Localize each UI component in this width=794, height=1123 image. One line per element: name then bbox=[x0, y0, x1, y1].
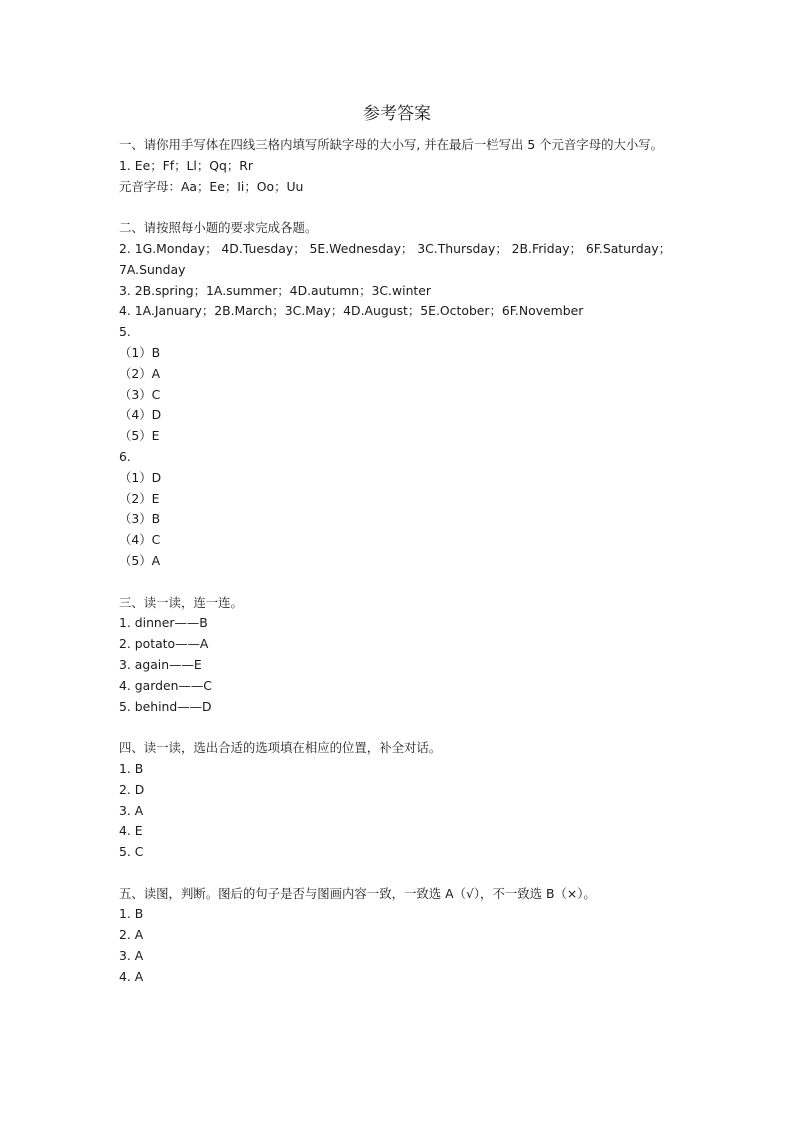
section-2-q6-item: （4）C bbox=[119, 532, 161, 548]
section-3-answer: 4. garden——C bbox=[119, 677, 212, 693]
section-5-answer: 1. B bbox=[119, 906, 144, 922]
section-2-q4: 4. 1A.January；2B.March；3C.May；4D.August；5E.October；6F.November bbox=[119, 303, 584, 319]
page-title: 参考答案 bbox=[363, 104, 431, 124]
section-4-heading: 四、读一读，选出合适的选项填在相应的位置，补全对话。 bbox=[119, 740, 442, 756]
section-2-q6-item: （3）B bbox=[119, 511, 161, 527]
section-2-q5-item: （1）B bbox=[119, 344, 161, 360]
section-3-heading: 三、读一读，连一连。 bbox=[119, 594, 243, 610]
section-2-q3: 3. 2B.spring；1A.summer；4D.autumn；3C.winter bbox=[119, 282, 431, 298]
section-2-q2-line2: 7A.Sunday bbox=[119, 261, 186, 277]
section-1-heading: 一、请你用手写体在四线三格内填写所缺字母的大小写, 并在最后一栏写出 5 个元音字母的大小写。 bbox=[119, 137, 664, 152]
section-2-q2-line1: 2. 1G.Monday； 4D.Tuesday； 5E.Wednesday； 3C.Thursday； 2B.Friday； 6F.Saturday； bbox=[119, 240, 672, 256]
section-4-answer: 4. E bbox=[119, 823, 143, 839]
section-2-q5-item: （4）D bbox=[119, 407, 162, 423]
section-5-answer: 2. A bbox=[119, 927, 144, 943]
section-2-q6-item: （5）A bbox=[119, 552, 161, 568]
section-1-answer: 元音字母：Aa；Ee；Ii；Oo；Uu bbox=[119, 178, 304, 194]
section-3-answer: 1. dinner——B bbox=[119, 615, 208, 631]
section-3-answer: 5. behind——D bbox=[119, 698, 212, 714]
section-3-answer: 3. again——E bbox=[119, 656, 202, 672]
section-4-answer: 2. D bbox=[119, 781, 145, 797]
section-5-heading: 五、读图，判断。图后的句子是否与图画内容一致，一致选 A（√），不一致选 B（×）。 bbox=[119, 885, 596, 901]
section-4-answer: 5. C bbox=[119, 844, 144, 860]
section-2-q5-label: 5. bbox=[119, 324, 131, 340]
section-5-answer: 4. A bbox=[119, 968, 144, 984]
section-4-answer: 3. A bbox=[119, 802, 144, 818]
section-1-answer: 1. Ee；Ff；Ll；Qq；Rr bbox=[119, 157, 253, 173]
section-2-q5-item: （5）E bbox=[119, 428, 160, 444]
section-2-q6-item: （1）D bbox=[119, 469, 162, 485]
section-2-q6-label: 6. bbox=[119, 448, 131, 464]
section-3-answer: 2. potato——A bbox=[119, 636, 209, 652]
answer-content bbox=[119, 135, 679, 988]
section-2-q6-item: （2）E bbox=[119, 490, 160, 506]
section-2-heading: 二、请按照每小题的要求完成各题。 bbox=[119, 220, 318, 236]
section-5-answer: 3. A bbox=[119, 948, 144, 964]
section-4-answer: 1. B bbox=[119, 760, 144, 776]
section-2-q5-item: （3）C bbox=[119, 386, 161, 402]
section-2-q5-item: （2）A bbox=[119, 365, 161, 381]
